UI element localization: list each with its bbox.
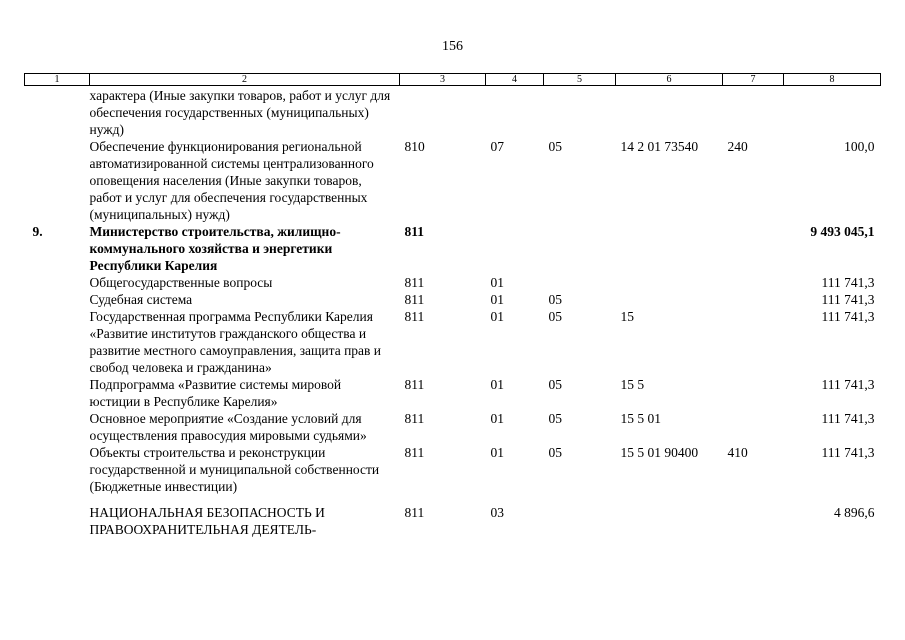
amount: 9 493 045,1 <box>810 224 875 239</box>
column-header: 2 <box>90 74 400 86</box>
row-number <box>25 495 90 538</box>
table-row <box>25 410 881 444</box>
row-number <box>25 291 90 308</box>
row-name: Государственная программа Республики Карелия «Развитие институтов гражданского общества и развитие местного самоуправления, защита прав и свобод человека и гражданина» <box>89 309 382 375</box>
expense-type-code <box>723 495 784 538</box>
row-name: Обеспечение функционирования региональной автоматизированной системы централизованного оповещения населения (Иные закупки товаров, работ и услуг для обеспечения государственных (муниципальных) нужд) <box>89 139 374 222</box>
amount: 100,0 <box>844 139 875 154</box>
row-number <box>25 308 90 376</box>
expense-type-code <box>723 86 784 139</box>
subsection-code: 05 <box>548 309 562 324</box>
target-article-code: 15 5 01 90400 <box>620 445 699 460</box>
column-header: 6 <box>616 74 723 86</box>
ministry-code: 811 <box>404 292 425 307</box>
expense-type-code <box>723 376 784 410</box>
subsection-code <box>544 223 616 274</box>
section-code <box>486 86 544 139</box>
row-number <box>25 138 90 223</box>
target-article-code <box>616 223 723 274</box>
section-code: 01 <box>490 445 504 460</box>
row-name: Общегосударственные вопросы <box>89 275 273 290</box>
amount <box>784 86 881 139</box>
table-row <box>25 444 881 495</box>
column-header: 4 <box>486 74 544 86</box>
target-article-code: 15 5 <box>620 377 645 392</box>
ministry-code: 811 <box>404 224 425 239</box>
row-name: НАЦИОНАЛЬНАЯ БЕЗОПАСНОСТЬ И ПРАВООХРАНИТЕЛЬНАЯ ДЕЯТЕЛЬ- <box>89 505 325 537</box>
row-number <box>25 376 90 410</box>
row-number <box>25 274 90 291</box>
expense-type-code: 410 <box>727 445 748 460</box>
ministry-code <box>400 86 486 139</box>
target-article-code <box>616 495 723 538</box>
section-code: 01 <box>490 292 504 307</box>
page-number: 156 <box>442 39 463 54</box>
ministry-code: 810 <box>404 139 425 154</box>
expense-type-code <box>723 410 784 444</box>
table-row <box>25 223 881 274</box>
expense-type-code <box>723 291 784 308</box>
ministry-code: 811 <box>404 377 425 392</box>
target-article-code <box>616 86 723 139</box>
budget-table <box>24 73 881 538</box>
row-name: характера (Иные закупки товаров, работ и услуг для обеспечения государственных (муниципальных) нужд) <box>89 88 391 137</box>
row-number <box>25 410 90 444</box>
target-article-code <box>616 291 723 308</box>
column-header: 8 <box>784 74 881 86</box>
section-code: 01 <box>490 275 504 290</box>
ministry-code: 811 <box>404 505 425 520</box>
amount: 111 741,3 <box>821 377 875 392</box>
row-name: Подпрограмма «Развитие системы мировой юстиции в Республике Карелия» <box>89 377 342 409</box>
amount: 111 741,3 <box>821 309 875 324</box>
table-row <box>25 138 881 223</box>
row-name: Министерство строительства, жилищно-коммунального хозяйства и энергетики Республики Карелия <box>89 224 341 273</box>
table-row <box>25 308 881 376</box>
row-number <box>25 86 90 139</box>
table-row <box>25 376 881 410</box>
amount: 111 741,3 <box>821 292 875 307</box>
section-code: 01 <box>490 377 504 392</box>
section-code: 07 <box>490 139 504 154</box>
section-code: 03 <box>490 505 504 520</box>
amount: 111 741,3 <box>821 411 875 426</box>
ministry-code: 811 <box>404 275 425 290</box>
target-article-code <box>616 274 723 291</box>
ministry-code: 811 <box>404 445 425 460</box>
row-name: Основное мероприятие «Создание условий для осуществления правосудия мировыми судьями» <box>89 411 367 443</box>
subsection-code <box>544 86 616 139</box>
subsection-code: 05 <box>548 377 562 392</box>
column-number-row <box>25 74 881 86</box>
column-header: 3 <box>400 74 486 86</box>
expense-type-code <box>723 223 784 274</box>
ministry-code: 811 <box>404 309 425 324</box>
row-name: Судебная система <box>89 292 193 307</box>
amount: 4 896,6 <box>834 505 875 520</box>
table-row <box>25 274 881 291</box>
row-number: 9. <box>32 224 43 239</box>
table-row <box>25 291 881 308</box>
subsection-code <box>544 274 616 291</box>
section-code: 01 <box>490 411 504 426</box>
row-name: Объекты строительства и реконструкции государственной и муниципальной собственности (Бюджетные инвестиции) <box>89 445 380 494</box>
expense-type-code: 240 <box>727 139 748 154</box>
subsection-code <box>544 495 616 538</box>
subsection-code: 05 <box>548 445 562 460</box>
column-header: 5 <box>544 74 616 86</box>
expense-type-code <box>723 308 784 376</box>
target-article-code: 15 <box>620 309 634 324</box>
ministry-code: 811 <box>404 411 425 426</box>
subsection-code: 05 <box>548 292 562 307</box>
column-header: 1 <box>25 74 90 86</box>
subsection-code: 05 <box>548 411 562 426</box>
section-code: 01 <box>490 309 504 324</box>
amount: 111 741,3 <box>821 275 875 290</box>
target-article-code: 15 5 01 <box>620 411 661 426</box>
row-number <box>25 444 90 495</box>
section-code <box>486 223 544 274</box>
target-article-code: 14 2 01 73540 <box>620 139 699 154</box>
subsection-code: 05 <box>548 139 562 154</box>
column-header: 7 <box>723 74 784 86</box>
table-row <box>25 86 881 139</box>
expense-type-code <box>723 274 784 291</box>
table-row <box>25 495 881 538</box>
amount: 111 741,3 <box>821 445 875 460</box>
